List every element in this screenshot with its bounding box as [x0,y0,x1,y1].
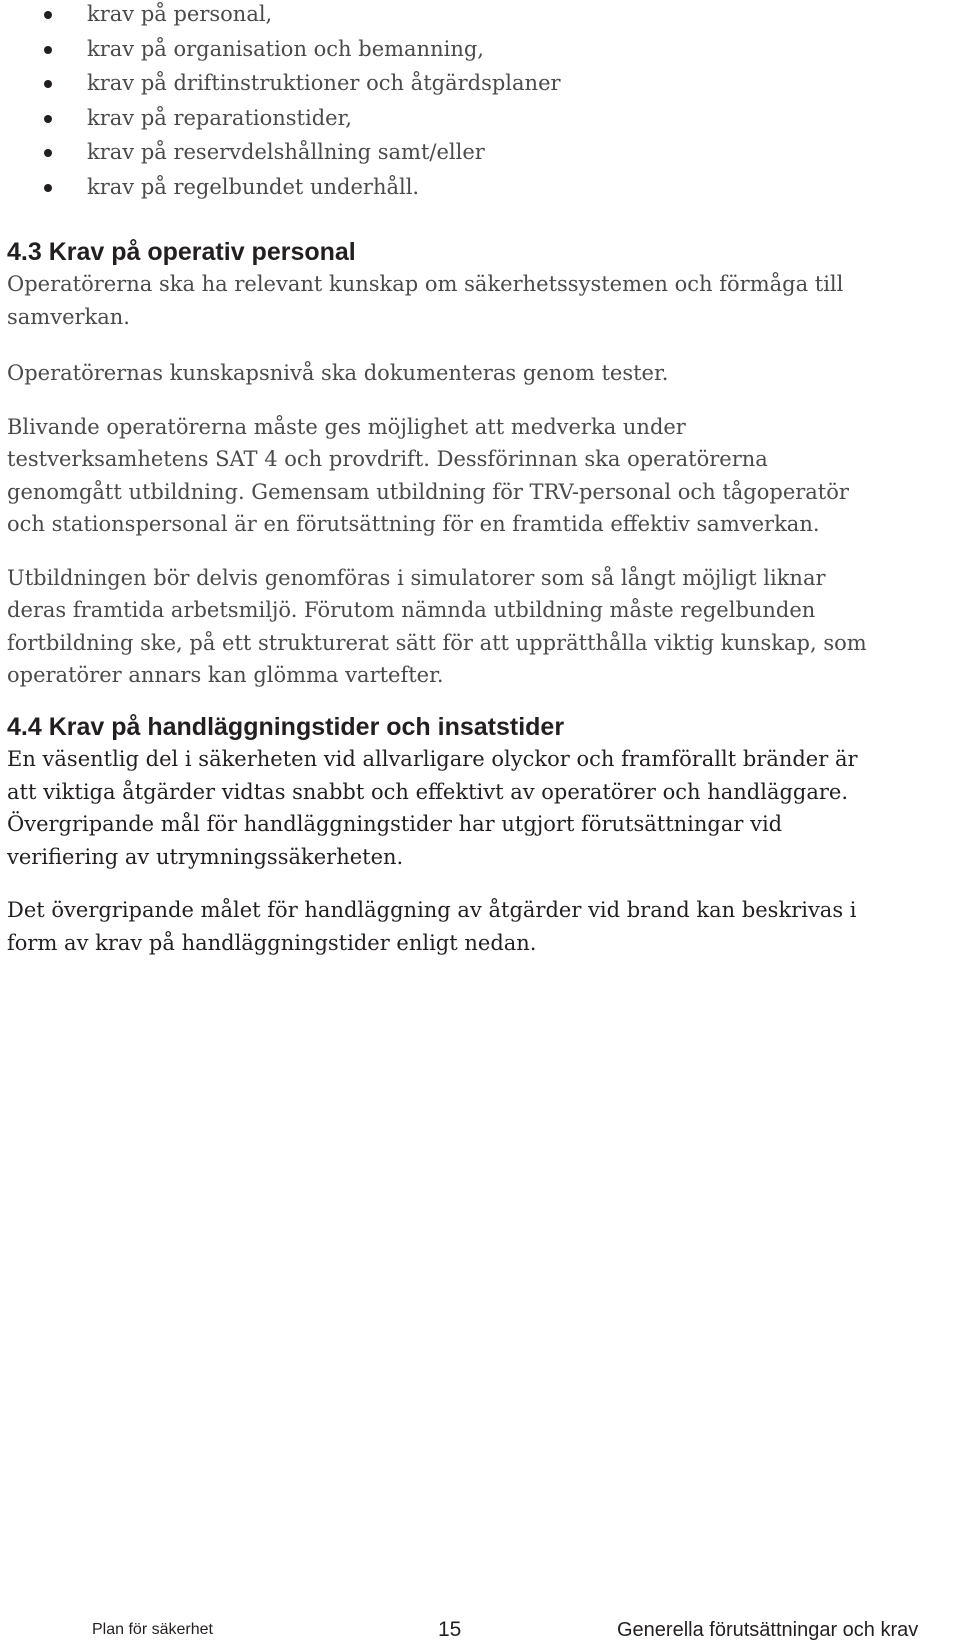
paragraph: Operatörernas kunskapsnivå ska dokumenteras genom tester. [7,361,669,385]
footer-document-title: Plan för säkerhet [92,1621,213,1638]
bullet-dot-icon [44,46,52,54]
bullet-text: krav på regelbundet underhåll. [87,174,420,199]
bullet-text: krav på personal, [87,2,273,26]
bullet-dot-icon [44,184,52,192]
bullet-item [0,66,900,101]
paragraph: Det övergripande målet för handläggning av åtgärder vid brand kan beskrivas i form av krav på handläggningstider enligt nedan. [7,898,857,955]
footer-page-number: 15 [438,1618,462,1641]
bullet-dot-icon [44,149,52,157]
paragraph: Blivande operatörerna måste ges möjlighet att medverka under testverksamhetens SAT 4 och provdrift. Dessförinnan ska operatörerna genomgått utbildning. Gemensam utbildning för TRV-personal och tågoperatör och stationspersonal är en förutsättning för en framtida effektiv samverkan. [7,414,849,536]
bullet-text: krav på driftinstruktioner och åtgärdsplaner [87,71,561,95]
bullet-text: krav på reparationstider, [87,105,352,130]
bullet-dot-icon [44,115,52,123]
bullet-dot-icon [44,11,52,19]
paragraph: Utbildningen bör delvis genomföras i simulatorer som så långt möjligt liknar deras framtida arbetsmiljö. Förutom nämnda utbildning måste regelbunden fortbildning ske, på ett strukturerat sätt för att upprätthålla viktig kunskap, som operatörer annars kan glömma vartefter. [7,565,867,687]
bullet-item [0,135,900,170]
bullet-dot-icon [44,80,52,88]
bullet-text: krav på organisation och bemanning, [87,36,484,61]
footer-chapter-title: Generella förutsättningar och krav [617,1619,919,1641]
requirements-bullet-list [0,0,900,204]
bullet-item [0,170,900,205]
section-4-4 [7,711,907,959]
section-heading: 4.3 Krav på operativ personal [7,238,356,266]
section-heading: 4.4 Krav på handläggningstider och insatstider [7,713,565,741]
bullet-item [0,101,900,136]
bullet-item [0,0,900,32]
paragraph: En väsentlig del i säkerheten vid allvarligare olyckor och framförallt bränder är att viktiga åtgärder vidtas snabbt och effektivt av operatörer och handläggare. Övergripande mål för handläggningstider har utgjort förutsättningar vid verifiering av utrymningssäkerheten. [7,747,858,869]
bullet-item [0,32,900,67]
bullet-text: krav på reservdelshållning samt/eller [87,140,485,164]
paragraph: Operatörerna ska ha relevant kunskap om säkerhetssystemen och förmåga till samverkan. [7,272,844,329]
section-4-3 [7,236,907,692]
